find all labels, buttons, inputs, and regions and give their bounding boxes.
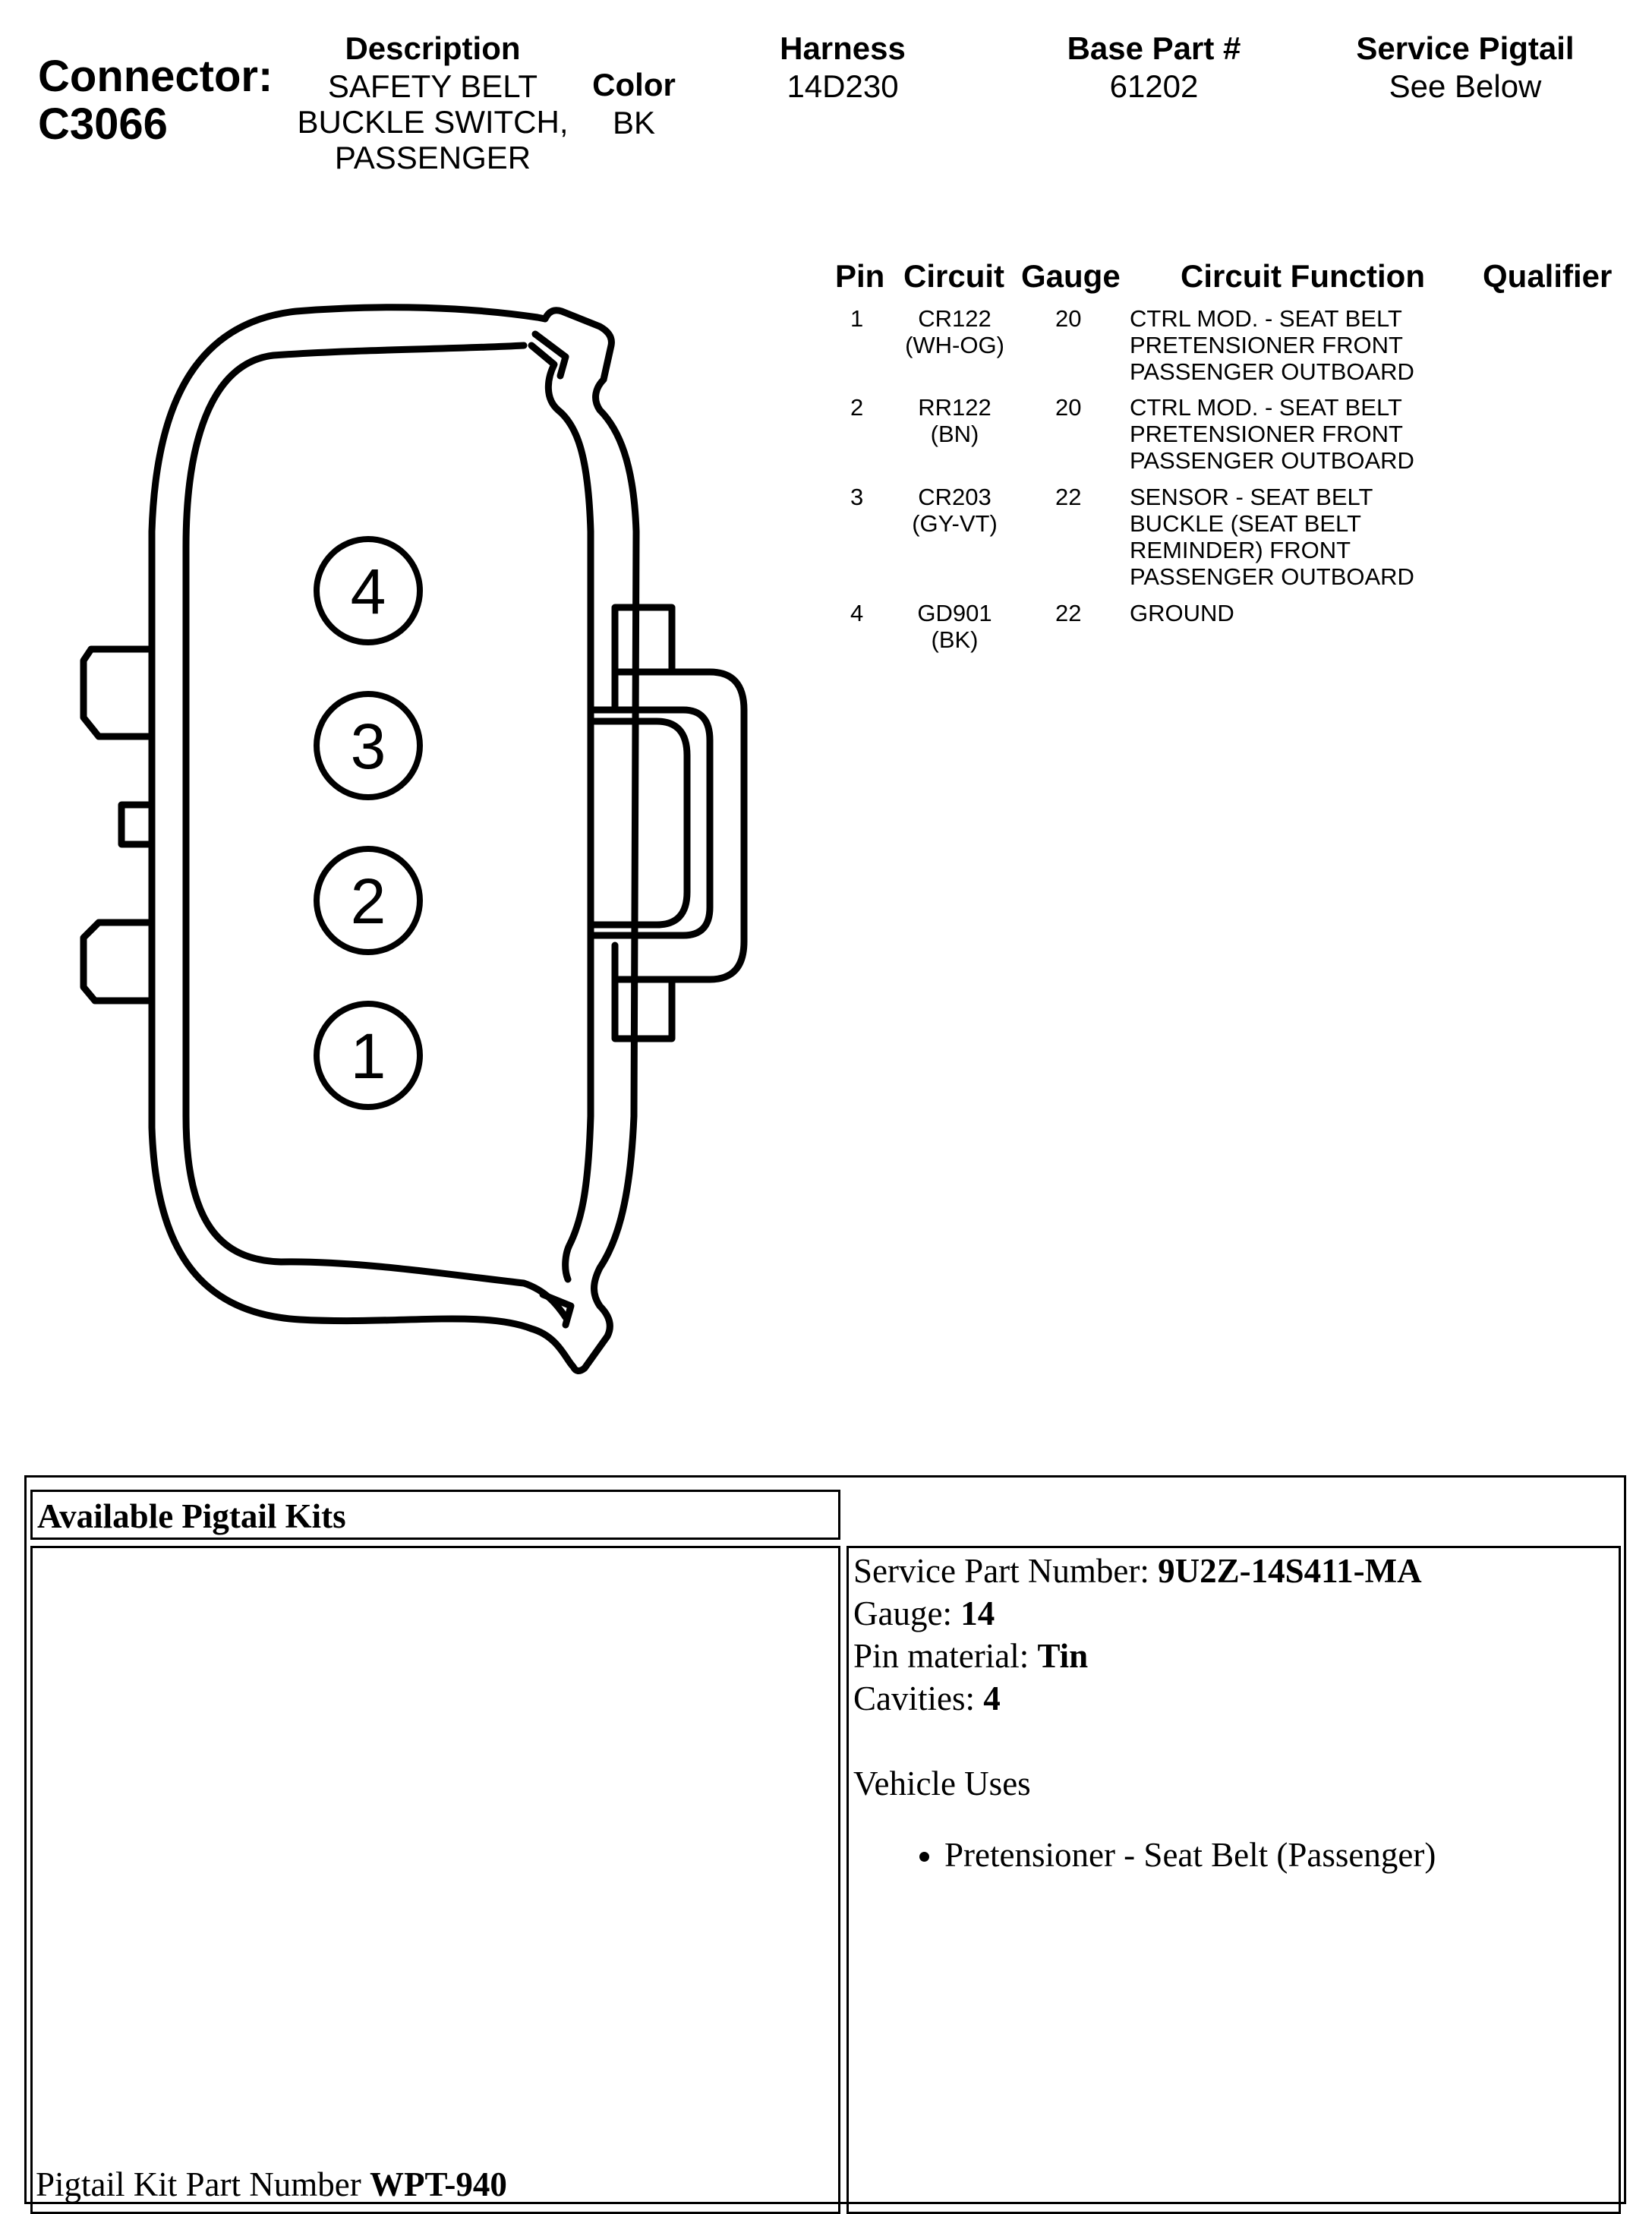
- row-4-function: [1130, 600, 1234, 626]
- right-tab-lower: [615, 945, 672, 1039]
- row-2-circuit: [892, 394, 1017, 447]
- left-tab-top: [84, 649, 148, 736]
- row-1-function-line: CTRL MOD. - SEAT BELT: [1130, 305, 1402, 332]
- pigtail-kit-part-number: [36, 2163, 507, 2206]
- pigtail-kit-image-cell: [30, 1546, 840, 2214]
- row-1-function-line: PRETENSIONER FRONT: [1130, 332, 1403, 358]
- base-part-heading: Base Part #: [1067, 30, 1241, 66]
- pigtail-kit-label: Pigtail Kit Part Number: [36, 2165, 370, 2203]
- col-header-function: Circuit Function: [1181, 258, 1425, 294]
- col-header-gauge: Gauge: [1021, 258, 1121, 294]
- pin-4-label: 4: [350, 556, 386, 627]
- service-pigtail-heading: Service Pigtail: [1356, 30, 1575, 66]
- pin-3-label: 3: [350, 711, 386, 782]
- row-2-function-line: PRETENSIONER FRONT: [1130, 421, 1403, 447]
- cavities-label: Cavities:: [853, 1679, 984, 1717]
- row-3-function-line: SENSOR - SEAT BELT: [1130, 484, 1373, 510]
- row-3-function: [1130, 484, 1414, 590]
- row-3-function-line: BUCKLE (SEAT BELT: [1130, 510, 1361, 537]
- col-header-pin: Pin: [835, 258, 885, 294]
- description-line-1: SAFETY BELT: [327, 68, 538, 104]
- service-part-value: 9U2Z-14S411-MA: [1158, 1552, 1422, 1590]
- col-header-qualifier: Qualifier: [1483, 258, 1613, 294]
- row-3-circuit-code: CR203: [918, 484, 992, 510]
- row-1-pin: 1: [850, 305, 864, 332]
- row-1-wire-color: (WH-OG): [905, 332, 1004, 358]
- pigtail-kits-heading: Available Pigtail Kits: [37, 1497, 346, 1535]
- row-2-function: [1130, 394, 1414, 474]
- description-line-3: PASSENGER: [334, 140, 531, 175]
- list-item: • Pretensioner - Seat Belt (Passenger): [944, 1834, 1619, 1876]
- row-1-function: [1130, 305, 1414, 385]
- service-pigtail-value: See Below: [1389, 68, 1542, 104]
- color-value: BK: [612, 105, 656, 140]
- connector-diagram: [0, 0, 835, 1443]
- row-2-pin: 2: [850, 394, 864, 421]
- row-4-circuit: [892, 600, 1017, 653]
- gauge-value: 14: [960, 1594, 995, 1632]
- row-3-function-line: REMINDER) FRONT: [1130, 537, 1351, 563]
- vehicle-uses-list: [853, 1834, 1619, 1876]
- row-1-gauge: 20: [1055, 305, 1082, 332]
- row-1-circuit: [892, 305, 1017, 358]
- description-line-2: BUCKLE SWITCH,: [297, 104, 569, 140]
- cavities-value: 4: [983, 1679, 1001, 1717]
- latch-inner: [592, 721, 687, 925]
- row-4-pin: 4: [850, 600, 864, 626]
- cavities-line: [853, 1677, 1619, 1720]
- pin-2-label: 2: [350, 866, 386, 937]
- row-2-function-line: CTRL MOD. - SEAT BELT: [1130, 394, 1402, 421]
- row-3-gauge: 22: [1055, 484, 1082, 510]
- pin-1-label: 1: [350, 1020, 386, 1092]
- pin-material-value: Tin: [1037, 1637, 1089, 1675]
- latch-middle: [592, 710, 710, 935]
- col-header-circuit: Circuit: [903, 258, 1005, 294]
- connector-id: C3066: [38, 99, 168, 149]
- left-tab-bottom: [84, 922, 148, 1001]
- description-heading: Description: [345, 30, 521, 66]
- row-4-gauge: 22: [1055, 600, 1082, 626]
- gauge-label: Gauge:: [853, 1594, 961, 1632]
- row-4-circuit-code: GD901: [917, 600, 992, 626]
- harness-value: 14D230: [787, 68, 899, 104]
- service-part-details: [846, 1546, 1621, 2214]
- right-tab: [615, 607, 672, 706]
- service-part-number-line: [853, 1550, 1619, 1592]
- gauge-line: [853, 1592, 1619, 1635]
- row-2-function-line: PASSENGER OUTBOARD: [1130, 447, 1414, 474]
- row-2-wire-color: (BN): [930, 421, 979, 447]
- row-3-wire-color: (GY-VT): [912, 510, 998, 537]
- pigtail-kit-number: WPT-940: [369, 2165, 507, 2203]
- row-3-circuit: [892, 484, 1017, 537]
- pin-material-label: Pin material:: [853, 1637, 1038, 1675]
- row-2-gauge: 20: [1055, 394, 1082, 421]
- row-4-wire-color: (BK): [931, 626, 979, 653]
- row-3-function-line: PASSENGER OUTBOARD: [1130, 563, 1414, 590]
- row-3-pin: 3: [850, 484, 864, 510]
- housing-outer: [152, 308, 636, 1371]
- left-tab-middle: [121, 805, 148, 844]
- service-part-label: Service Part Number:: [853, 1552, 1159, 1590]
- row-2-circuit-code: RR122: [918, 394, 992, 421]
- row-1-circuit-code: CR122: [918, 305, 992, 332]
- vehicle-uses-heading: Vehicle Uses: [853, 1765, 1031, 1802]
- row-1-function-line: PASSENGER OUTBOARD: [1130, 358, 1414, 385]
- base-part-value: 61202: [1109, 68, 1199, 104]
- service-pigtail-column: [1321, 30, 1609, 104]
- harness-heading: Harness: [780, 30, 906, 66]
- pin-material-line: [853, 1635, 1619, 1677]
- pigtail-kits-heading-cell: [30, 1490, 840, 1540]
- connector-label: Connector:: [38, 52, 273, 101]
- color-heading: Color: [592, 67, 676, 102]
- base-part-column: [1032, 30, 1275, 104]
- housing-inner: [186, 345, 591, 1317]
- row-4-function-line: GROUND: [1130, 600, 1234, 626]
